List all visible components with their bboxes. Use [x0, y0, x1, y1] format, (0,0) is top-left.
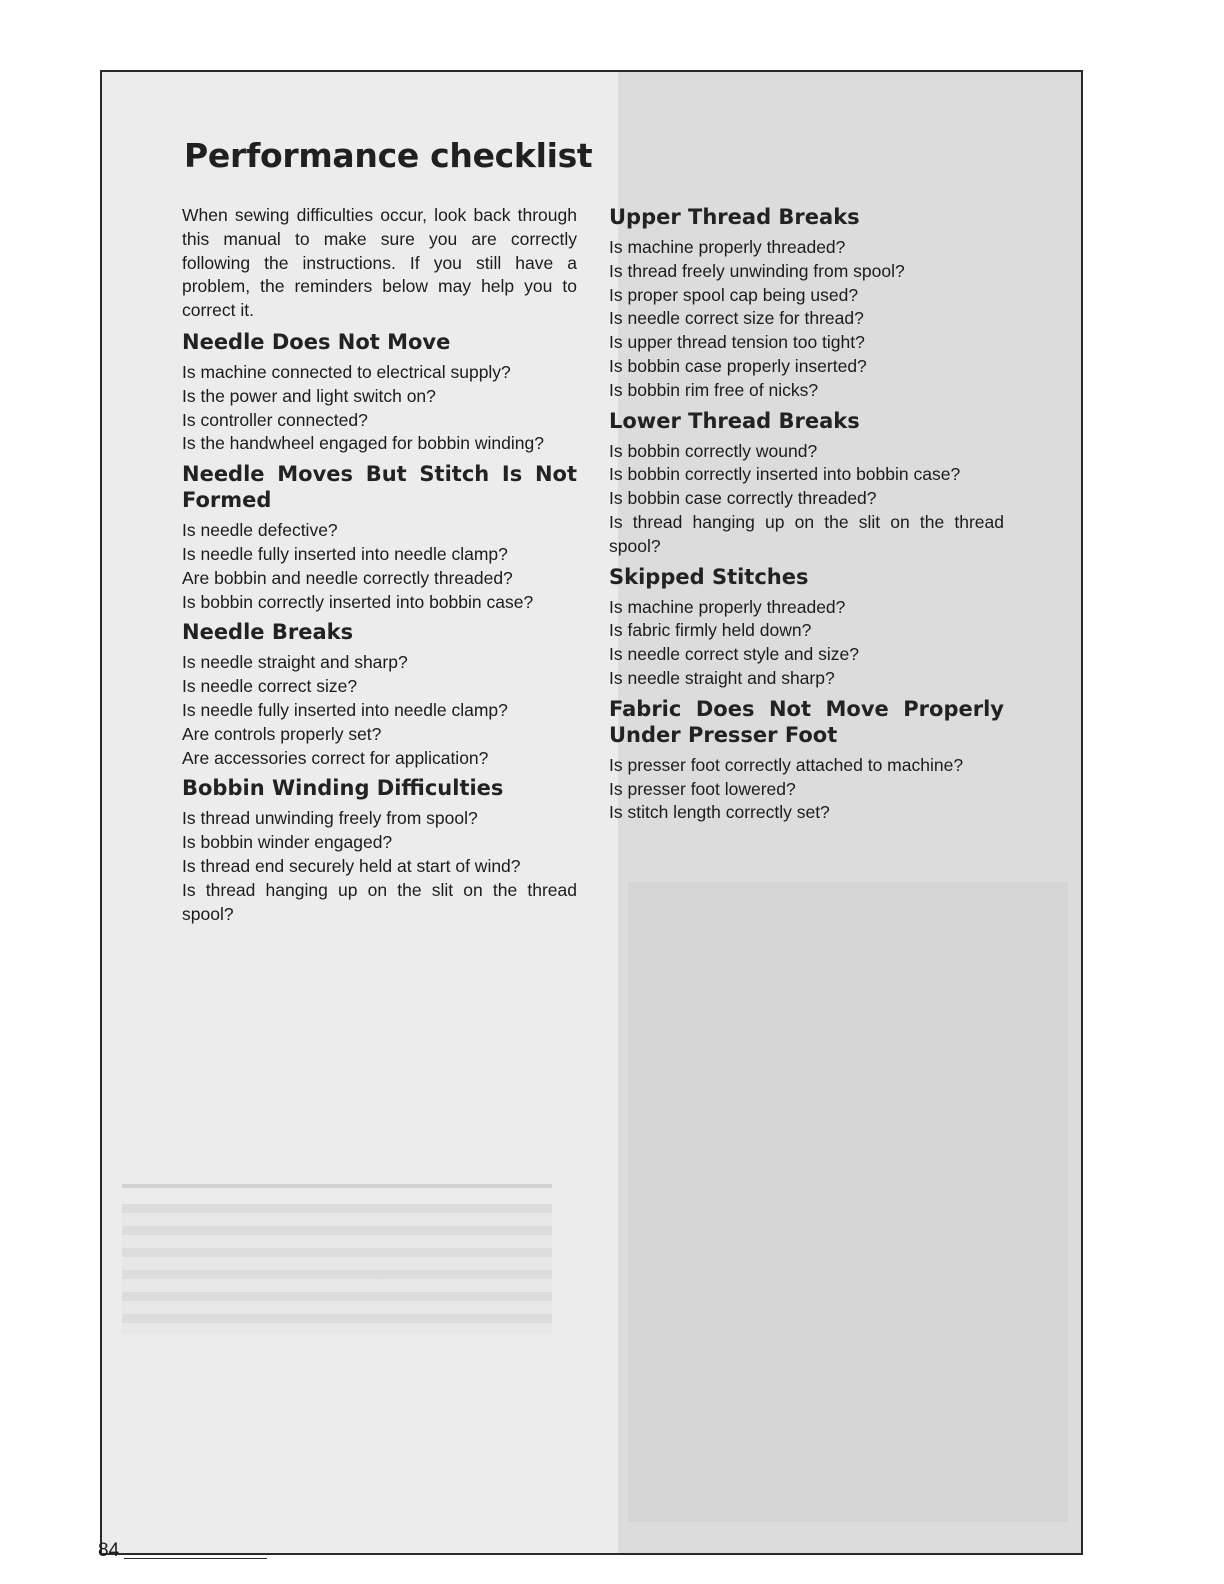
checklist-item: Is fabric firmly held down? — [609, 620, 812, 641]
checklist-item: Is needle correct size? — [182, 676, 358, 697]
section-needle-does-not-move — [182, 329, 577, 456]
section-heading: Upper Thread Breaks — [609, 205, 860, 229]
checklist-item: Is bobbin rim free of nicks? — [609, 379, 819, 400]
checklist-item: Is the power and light switch on? — [182, 385, 436, 406]
checklist — [609, 596, 1004, 691]
checklist-item: Are bobbin and needle correctly threaded? — [182, 567, 513, 588]
checklist-item: Is proper spool cap being used? — [609, 284, 859, 305]
checklist-item: Is needle straight and sharp? — [609, 667, 835, 688]
checklist-item: Is presser foot correctly attached to machine? — [609, 754, 964, 775]
checklist — [609, 754, 1004, 825]
bleed-through-rule — [122, 1184, 552, 1188]
section-heading: Needle Moves But Stitch Is Not Formed — [182, 462, 577, 513]
checklist-item: Is presser foot lowered? — [609, 778, 796, 799]
checklist-item: Is bobbin correctly inserted into bobbin case? — [609, 464, 961, 485]
section-lower-thread-breaks — [609, 408, 1004, 559]
checklist — [609, 440, 1004, 559]
checklist-item: Is machine properly threaded? — [609, 596, 846, 617]
checklist — [609, 236, 1004, 403]
bleed-through-photo — [628, 882, 1068, 1522]
checklist — [182, 807, 577, 926]
checklist-item: Is bobbin correctly wound? — [609, 440, 818, 461]
intro-paragraph: When sewing difficulties occur, look back through this manual to make sure you are correctly following the instructions. If you still have a problem, the reminders below may help you to correct it. — [182, 205, 577, 321]
checklist-item: Is thread unwinding freely from spool? — [182, 808, 478, 829]
checklist-item: Is bobbin winder engaged? — [182, 832, 393, 853]
checklist-item: Is thread freely unwinding from spool? — [609, 260, 905, 281]
section-heading: Bobbin Winding Difficulties — [182, 776, 504, 801]
section-fabric-does-not-move — [609, 696, 1004, 825]
section-needle-breaks — [182, 619, 577, 770]
section-heading: Skipped Stitches — [609, 564, 809, 589]
left-column — [182, 204, 577, 931]
checklist-item: Is thread end securely held at start of wind? — [182, 855, 521, 876]
checklist-item: Is needle straight and sharp? — [182, 652, 408, 673]
checklist-item: Is bobbin case correctly threaded? — [609, 488, 877, 509]
section-bobbin-winding-difficulties — [182, 775, 577, 926]
checklist-item: Is bobbin correctly inserted into bobbin case? — [182, 591, 534, 612]
section-heading: Needle Does Not Move — [182, 329, 451, 354]
checklist-item: Is stitch length correctly set? — [609, 802, 830, 823]
checklist-item: Are controls properly set? — [182, 723, 382, 744]
section-upper-thread-breaks — [609, 204, 1004, 403]
checklist-item: Is bobbin case properly inserted? — [609, 355, 867, 376]
section-skipped-stitches — [609, 564, 1004, 691]
checklist-item: Is thread hanging up on the slit on the thread spool? — [182, 879, 577, 924]
checklist-item: Is controller connected? — [182, 409, 368, 430]
checklist-item: Is needle correct size for thread? — [609, 308, 864, 329]
checklist-item: Is needle defective? — [182, 520, 338, 541]
page-number-rule — [124, 1558, 267, 1559]
section-heading: Lower Thread Breaks — [609, 408, 860, 433]
checklist-item: Is machine connected to electrical supply? — [182, 361, 511, 382]
page-title: Performance checklist — [184, 136, 593, 175]
checklist-item: Is needle correct style and size? — [609, 644, 859, 665]
section-needle-moves-but-stitch-not-formed — [182, 461, 577, 614]
checklist-item: Is the handwheel engaged for bobbin winding? — [182, 433, 544, 454]
section-heading: Needle Breaks — [182, 620, 354, 645]
checklist-item: Is needle fully inserted into needle clamp? — [182, 699, 508, 720]
checklist-item: Is thread hanging up on the slit on the thread spool? — [609, 511, 1004, 556]
checklist-item: Are accessories correct for application? — [182, 747, 489, 768]
checklist — [182, 361, 577, 456]
checklist-item: Is upper thread tension too tight? — [609, 332, 865, 353]
bleed-through-text — [122, 1204, 552, 1334]
checklist-item: Is needle fully inserted into needle clamp? — [182, 543, 508, 564]
page-number: 84 — [98, 1540, 120, 1561]
checklist — [182, 519, 577, 614]
checklist-item: Is machine properly threaded? — [609, 237, 846, 257]
right-column — [609, 204, 1004, 830]
checklist — [182, 651, 577, 770]
section-heading: Fabric Does Not Move Properly Under Presser Foot — [609, 696, 1004, 747]
